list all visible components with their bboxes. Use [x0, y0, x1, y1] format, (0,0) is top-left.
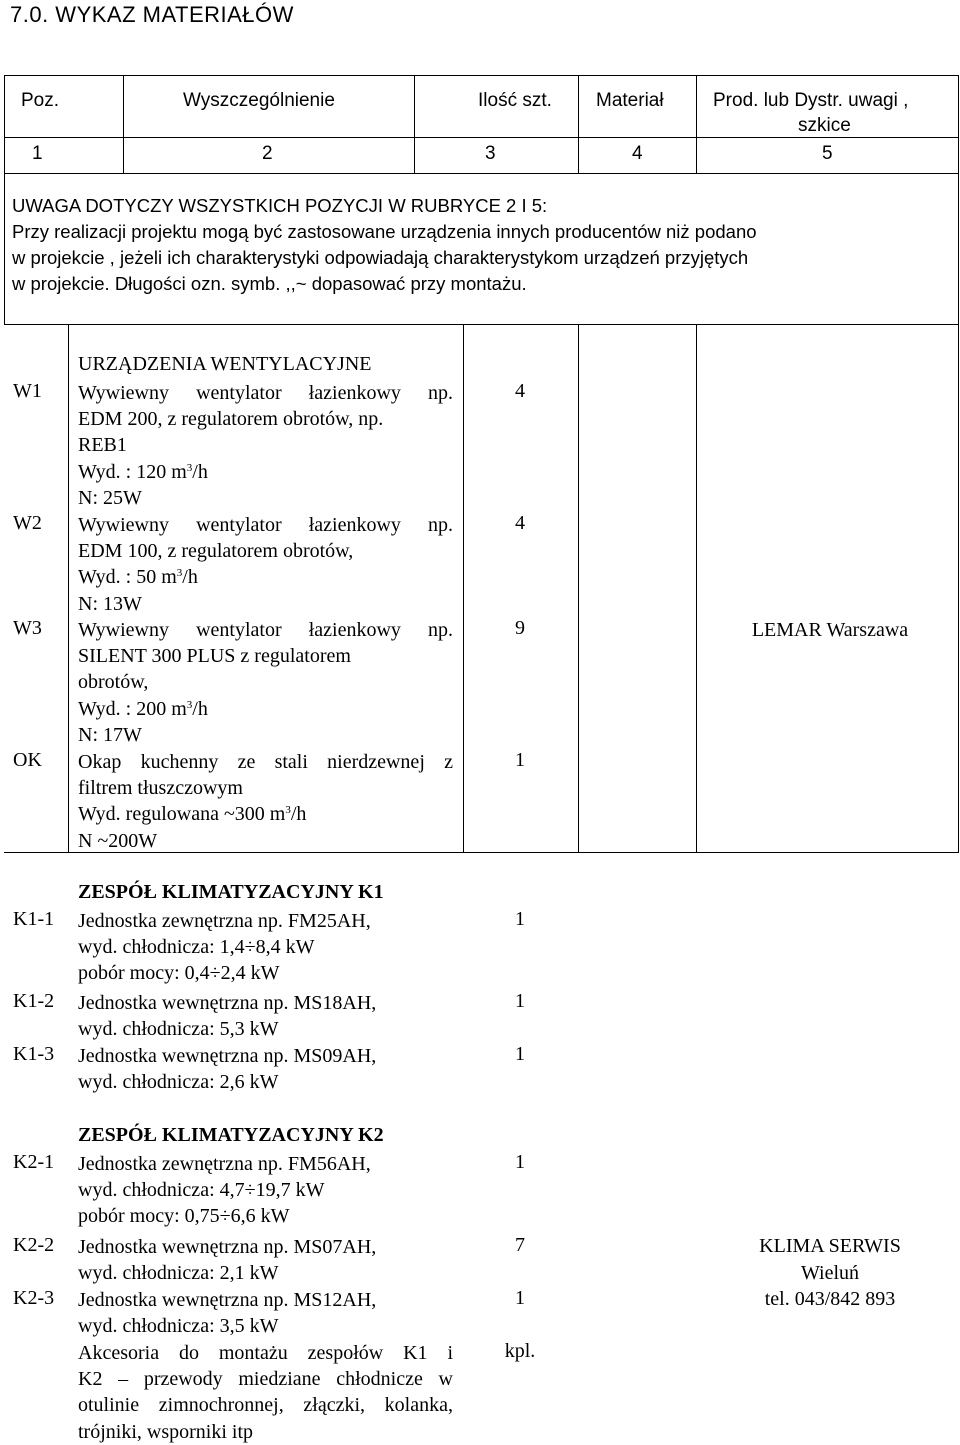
position-code: K2-2 [13, 1234, 55, 1256]
section-title-k1: ZESPÓŁ KLIMATYZACYJNY K1 [78, 881, 384, 903]
header-wyszczegolnienie: Wyszczególnienie [183, 90, 335, 111]
note-line: Przy realizacji projektu mogą być zastosowane urządzenia innych producentów niż podano [12, 221, 757, 242]
position-code: K1-2 [13, 990, 55, 1012]
divider [414, 75, 415, 173]
header-num-4: 4 [632, 143, 643, 164]
item-quantity: 4 [515, 512, 525, 534]
header-prod: Prod. lub Dystr. uwagi , [713, 90, 909, 111]
position-code: OK [13, 749, 42, 771]
item-description: Wywiewny wentylator łazienkowy np. SILENT 300 PLUS z regulatorem obrotów, Wyd. : 200 $m^3/h$ N: 17W [78, 619, 453, 746]
item-description: Jednostka wewnętrzna np. MS07AH, wyd. chłodnicza: 2,1 kW [78, 1236, 377, 1285]
divider [958, 325, 959, 852]
item-quantity: 1 [515, 908, 525, 930]
item-description: Jednostka wewnętrzna np. MS12AH, wyd. chłodnicza: 3,5 kW [78, 1289, 377, 1338]
note-block [12, 193, 757, 297]
note-line: w projekcie , jeżeli ich charakterystyki odpowiadają charakterystykom urządzeń przyjętych [12, 247, 749, 268]
item-description: Jednostka wewnętrzna np. MS09AH, wyd. chłodnicza: 2,6 kW [78, 1045, 377, 1094]
item-quantity: 1 [515, 1043, 525, 1065]
item-description: Wywiewny wentylator łazienkowy np. EDM 200, z regulatorem obrotów, np. REB1 Wyd. : 120 $m^3/h$ N: 25W [78, 382, 453, 509]
item-quantity: 9 [515, 617, 525, 639]
header-szkice: szkice [798, 115, 851, 136]
header-num-5: 5 [822, 143, 833, 164]
producer-klima-serwis: KLIMA SERWIS Wieluń tel. 043/842 893 [759, 1235, 901, 1310]
item-description: Okap kuchenny ze stali nierdzewnej z filtrem tłuszczowym Wyd. regulowana ~300 $m^3/h$ N ~200W [78, 751, 453, 852]
note-line: UWAGA DOTYCZY WSZYSTKICH POZYCJI W RUBRYCE 2 I 5: [12, 195, 548, 216]
item-quantity: 1 [515, 1287, 525, 1309]
divider [4, 173, 959, 174]
note-line: w projekcie. Długości ozn. symb. ,,~ dopasować przy montażu. [12, 273, 527, 294]
item-quantity: 1 [515, 749, 525, 771]
header-poz: Poz. [21, 90, 60, 111]
position-code: K1-1 [13, 908, 55, 930]
position-code: K1-3 [13, 1043, 55, 1065]
position-code: W2 [13, 512, 42, 534]
divider [123, 75, 124, 173]
item-description: Jednostka zewnętrzna np. FM25AH, wyd. chłodnicza: 1,4÷8,4 kW pobór mocy: 0,4÷2,4 kW [78, 910, 371, 985]
item-description: Wywiewny wentylator łazienkowy np. EDM 100, z regulatorem obrotów, Wyd. : 50 $m^3/h$ N: 13W [78, 514, 453, 615]
item-description: Jednostka wewnętrzna np. MS18AH, wyd. chłodnicza: 5,3 kW [78, 992, 377, 1041]
position-code: W3 [13, 617, 42, 639]
item-quantity: 4 [515, 380, 525, 402]
header-num-2: 2 [262, 143, 273, 164]
header-material: Materiał [596, 90, 664, 111]
divider [4, 137, 959, 138]
divider [696, 325, 697, 852]
divider [578, 325, 579, 852]
accessories-description: Akcesoria do montażu zespołów K1 i K2 – przewody miedziane chłodnicze w otulinie zimnochronnej, złączki, kolanka, trójniki, wsporniki itp [78, 1342, 453, 1443]
item-quantity: 1 [515, 1151, 525, 1173]
divider [463, 325, 464, 852]
item-description: Jednostka zewnętrzna np. FM56AH, wyd. chłodnicza: 4,7÷19,7 kW pobór mocy: 0,75÷6,6 kW [78, 1153, 371, 1228]
header-num-1: 1 [32, 143, 43, 164]
position-code: K2-1 [13, 1151, 55, 1173]
producer-lemar: LEMAR Warszawa [751, 619, 909, 641]
position-code: K2-3 [13, 1287, 55, 1309]
item-quantity: kpl. [504, 1340, 536, 1362]
item-quantity: 1 [515, 990, 525, 1012]
section-title-vent: URZĄDZENIA WENTYLACYJNE [78, 353, 372, 375]
page-title: 7.0. WYKAZ MATERIAŁÓW [10, 2, 294, 27]
header-ilosc: Ilość szt. [478, 90, 552, 111]
item-quantity: 7 [515, 1234, 525, 1256]
divider [696, 75, 697, 173]
divider [578, 75, 579, 173]
section-title-k2: ZESPÓŁ KLIMATYZACYJNY K2 [78, 1124, 384, 1146]
header-num-3: 3 [485, 143, 496, 164]
position-code: W1 [13, 380, 42, 402]
divider [68, 325, 69, 852]
